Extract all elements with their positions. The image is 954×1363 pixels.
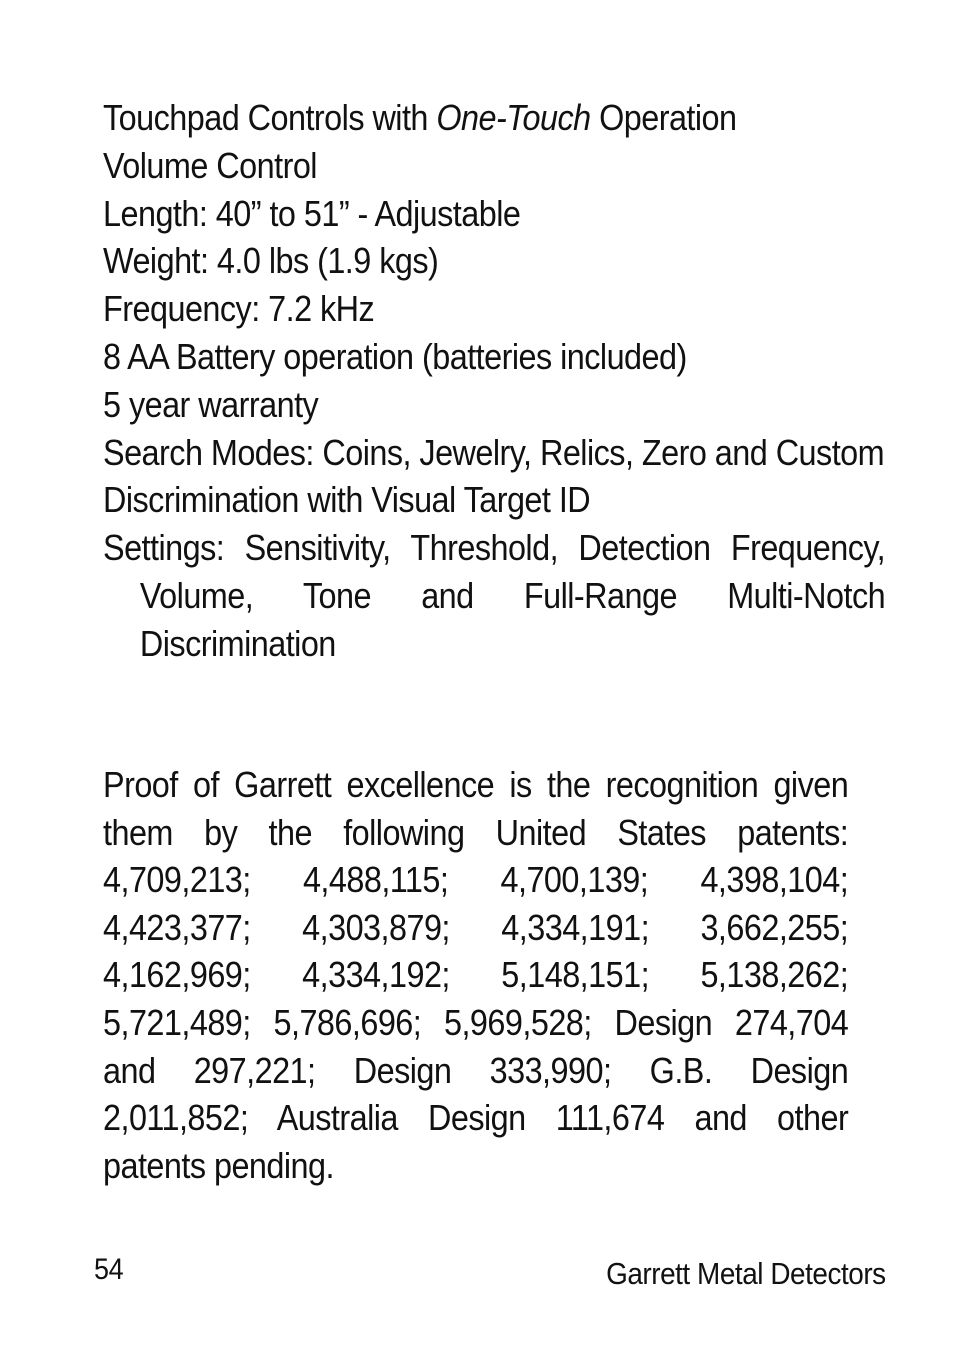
spec-touchpad-pre: Touchpad Controls with <box>103 97 437 138</box>
spec-warranty: 5 year warranty <box>103 383 319 425</box>
specifications-list <box>103 94 886 668</box>
page-number: 54 <box>94 1253 124 1286</box>
spec-battery: 8 AA Battery operation (batteries included) <box>103 335 687 377</box>
patents-paragraph: Proof of Garrett excellence is the recognition given them by the following United States patents: 4,709,213; 4,488,115; 4,700,139; 4,398,104; 4,423,377; 4,303,879; 4,334,191; 3,662,255; 4,162,969; 4,334,192; 5,148,151; 5,138,262; 5,721,489; 5,786,696; 5,969,528; Design 274,704 and 297,221; Design 333,990; G.B. Design 2,011,852; Australia Design 111,674 and other patents pending. <box>103 764 849 1186</box>
spec-frequency: Frequency: 7.2 kHz <box>103 288 375 330</box>
spec-touchpad-em: One-Touch <box>436 97 591 138</box>
spec-discrimination: Discrimination with Visual Target ID <box>103 479 591 521</box>
spec-weight: Weight: 4.0 lbs (1.9 kgs) <box>103 240 439 282</box>
spec-touchpad-controls <box>103 94 885 142</box>
spec-search-modes: Search Modes: Coins, Jewelry, Relics, Zero and Custom <box>103 431 885 473</box>
spec-volume-control: Volume Control <box>103 144 317 186</box>
spec-touchpad-post: Operation <box>590 97 737 138</box>
spec-length: Length: 40” to 51” - Adjustable <box>103 192 521 234</box>
footer-title: Garrett Metal Detectors <box>606 1256 886 1291</box>
spec-settings: Settings: Sensitivity, Threshold, Detection Frequency, Volume, Tone and Full-Range Multi-Notch Discrimination <box>103 527 886 664</box>
